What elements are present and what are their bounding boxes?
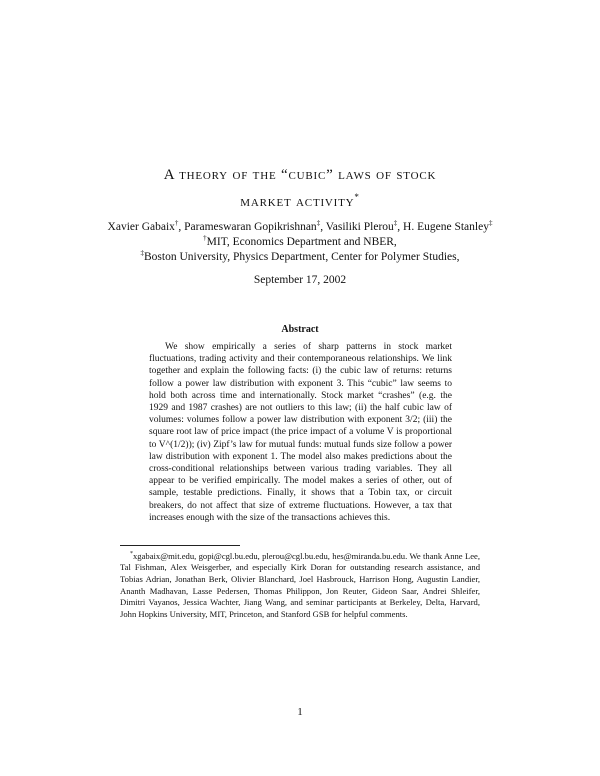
page-number: 1 (297, 706, 303, 718)
affiliation-mit (80, 235, 520, 249)
author-mark: ‡ (488, 219, 493, 227)
author-list: Xavier Gabaix†, Parameswaran Gopikrishnan‡, Vasiliki Plerou‡, H. Eugene Stanley‡ (107, 219, 493, 233)
author-mark: ‡ (316, 219, 321, 227)
footnote-mark: * (130, 551, 133, 557)
author-name: H. Eugene Stanley (403, 221, 489, 233)
title-line-2: market activity (240, 194, 355, 210)
abstract-heading: Abstract (281, 324, 319, 335)
author-name: Parameswaran Gopikrishnan (184, 221, 317, 233)
abstract-body: We show empirically a series of sharp patterns in stock market fluctuations, trading activity and their contemporaneous relationships. We link together and explain the following facts: (i) the cubic law of returns: returns follow a power law distribution with exponent 3. This “cubic” law seems to hold both across time and internationally. Stock market “crashes” (e.g. the 1929 and 1987 crashes) are not outliers to this law; (ii) the half cubic law of volumes: volumes follow a power law distribution with exponent 3/2; (iii) the square root law of price impact (the price impact of a volume V is proportional to V^(1/2)); (iv) Zipf’s law for mutual funds: mutual funds size follow a power law distribution with exponent 1. The model also makes predictions about the cross-conditional relationships between various trading variables. They all appear to be verified empirically. The model makes a series of other, out of sample, testable predictions. Finally, it shows that a Tobin tax, or circuit breakers, do not affect that size of extreme fluctuations. However, a tax that increases enough with the size of the transactions achieves this. (149, 342, 452, 523)
title-footnote-mark: * (354, 192, 360, 202)
affiliation-text: MIT, Economics Department and NBER, (206, 236, 397, 248)
footnote-rule (120, 545, 240, 546)
affiliation-mark: † (203, 234, 207, 242)
author-mark: ‡ (393, 219, 398, 227)
author-name: Vasiliki Plerou (325, 221, 394, 233)
affiliation-bu (80, 250, 520, 264)
affiliation-mark: ‡ (140, 249, 144, 257)
affiliation-text: Boston University, Physics Department, Center for Polymer Studies, (144, 251, 460, 263)
title-line-1: A theory of the “cubic” laws of stock (163, 167, 437, 183)
footnote (120, 549, 480, 620)
paper-date: September 17, 2002 (253, 274, 347, 286)
paper-title (110, 164, 490, 213)
footnote-text: xgabaix@mit.edu, gopi@cgl.bu.edu, plerou@cgl.bu.edu, hes@miranda.bu.edu. We thank Anne Lee, Tal Fishman, Alex Weisgerber, and especially Kirk Doran for outstanding research assistance, and Tobias Adrian, Jonathan Berk, Olivier Blanchard, Joel Hasbrouck, Harrison Hong, Augustin Landier, Ananth Madhavan, Lasse Pedersen, Thomas Philippon, Jon Reuter, Gideon Saar, Andrei Shleifer, Dimitri Vayanos, Jessica Wachter, Jiang Wang, and seminar participants at Berkeley, Delta, Harvard, John Hopkins University, MIT, Princeton, and Stanford GSB for helpful comments. (120, 550, 480, 619)
author-mark: † (174, 219, 179, 227)
author-name: Xavier Gabaix (107, 221, 175, 233)
